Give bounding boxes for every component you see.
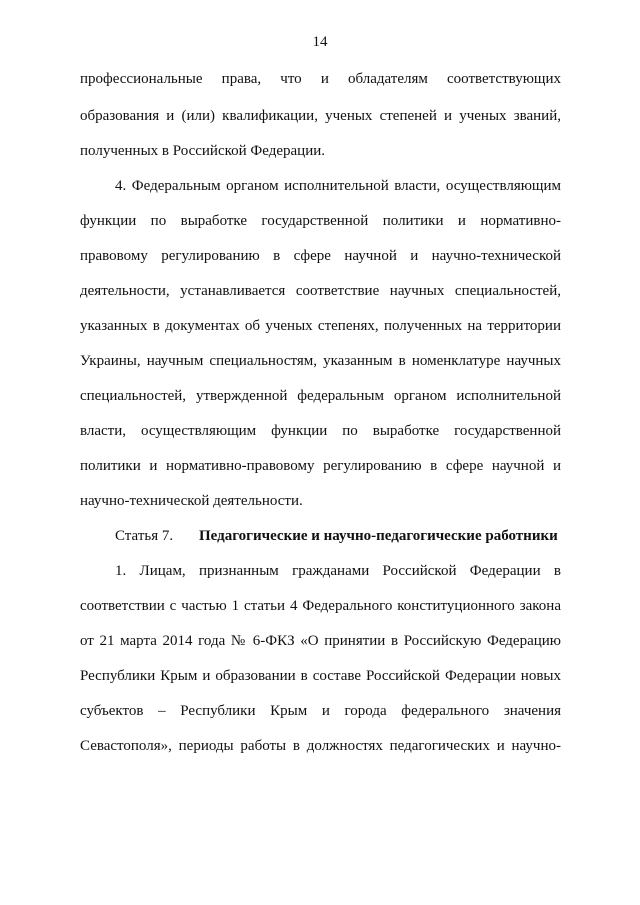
- text-line: правовому регулированию в сфере научной и научно-технической: [80, 248, 561, 264]
- article-heading: [115, 527, 561, 545]
- text-line: научно-технической деятельности.: [80, 493, 303, 509]
- text-line: деятельности, устанавливается соответствие научных специальностей,: [80, 283, 561, 299]
- text-line: политики и нормативно-правовому регулированию в сфере научной и: [80, 458, 561, 474]
- text-line: от 21 марта 2014 года № 6-ФКЗ «О принятии в Российскую Федерацию: [80, 633, 561, 649]
- text-line: профессиональные права, что и обладателям соответствующих: [80, 71, 561, 87]
- text-line: 4. Федеральным органом исполнительной власти, осуществляющим: [115, 178, 561, 194]
- text-line: указанных в документах об ученых степенях, полученных на территории: [80, 318, 561, 334]
- text-line: Украины, научным специальностям, указанным в номенклатуре научных: [80, 353, 561, 369]
- text-line: субъектов – Республики Крым и города федерального значения: [80, 703, 561, 719]
- text-line: функции по выработке государственной политики и нормативно-: [80, 213, 561, 229]
- text-line: Республики Крым и образовании в составе Российской Федерации новых: [80, 668, 561, 684]
- text-line: специальностей, утвержденной федеральным органом исполнительной: [80, 388, 561, 404]
- page-number: 14: [312, 34, 328, 50]
- text-line: власти, осуществляющим функции по выработке государственной: [80, 423, 561, 439]
- article-number: Статья 7.: [115, 528, 174, 544]
- text-line: соответствии с частью 1 статьи 4 Федерального конституционного закона: [80, 598, 561, 614]
- text-line: полученных в Российской Федерации.: [80, 143, 325, 159]
- article-title: Педагогические и научно-педагогические работники: [199, 528, 558, 544]
- text-line: Севастополя», периоды работы в должностях педагогических и научно-: [80, 738, 561, 754]
- text-line: 1. Лицам, признанным гражданами Российской Федерации в: [115, 563, 561, 579]
- text-line: образования и (или) квалификации, ученых степеней и ученых званий,: [80, 108, 561, 124]
